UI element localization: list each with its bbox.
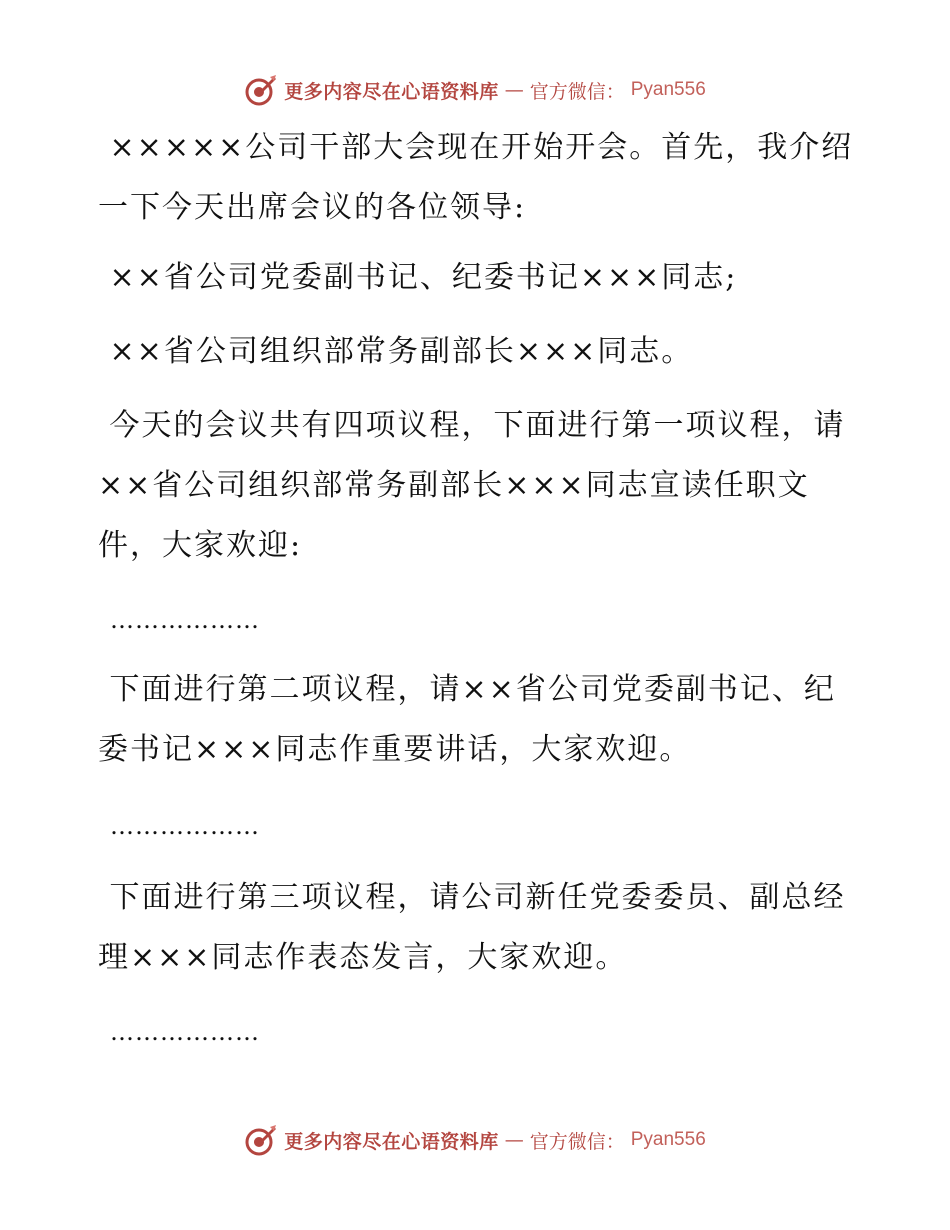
footer-banner — [0, 1120, 950, 1160]
banner-dash: — — [504, 79, 524, 101]
banner-title: 更多内容尽在心语资料库 — [284, 80, 499, 103]
banner-wechat-id: Pyan556 — [630, 79, 706, 100]
banner-wechat-label: 官方微信： — [529, 1130, 625, 1153]
quill-pen-logo-icon — [244, 73, 278, 107]
banner-dash: — — [504, 1129, 524, 1151]
banner-wechat-id: Pyan556 — [630, 1129, 706, 1150]
paragraph-leader-1: ××省公司党委副书记、纪委书记×××同志; — [98, 260, 738, 295]
ellipsis-1: ……………… — [110, 606, 260, 634]
paragraph-agenda-3: 下面进行第三项议程，请公司新任党委委员、副总经理×××同志作表态发言，大家欢迎。 — [98, 880, 846, 975]
ellipsis-3: ……………… — [110, 1018, 260, 1046]
header-banner — [0, 70, 950, 110]
banner-title: 更多内容尽在心语资料库 — [284, 1130, 499, 1153]
paragraph-opening: ×××××公司干部大会现在开始开会。首先，我介绍一下今天出席会议的各位领导: — [98, 130, 854, 225]
banner-content — [244, 1123, 706, 1157]
paragraph-agenda-2: 下面进行第二项议程，请××省公司党委副书记、纪委书记×××同志作重要讲话，大家欢迎。 — [98, 672, 836, 767]
ellipsis-2: ……………… — [110, 812, 260, 840]
banner-content — [244, 73, 706, 107]
quill-pen-logo-icon — [244, 1123, 278, 1157]
paragraph-leader-2: ××省公司组织部常务副部长×××同志。 — [98, 334, 694, 369]
banner-wechat-label: 官方微信： — [529, 80, 625, 103]
paragraph-agenda-1: 今天的会议共有四项议程，下面进行第一项议程，请××省公司组织部常务副部长×××同志宣读任职文件，大家欢迎: — [98, 408, 846, 563]
